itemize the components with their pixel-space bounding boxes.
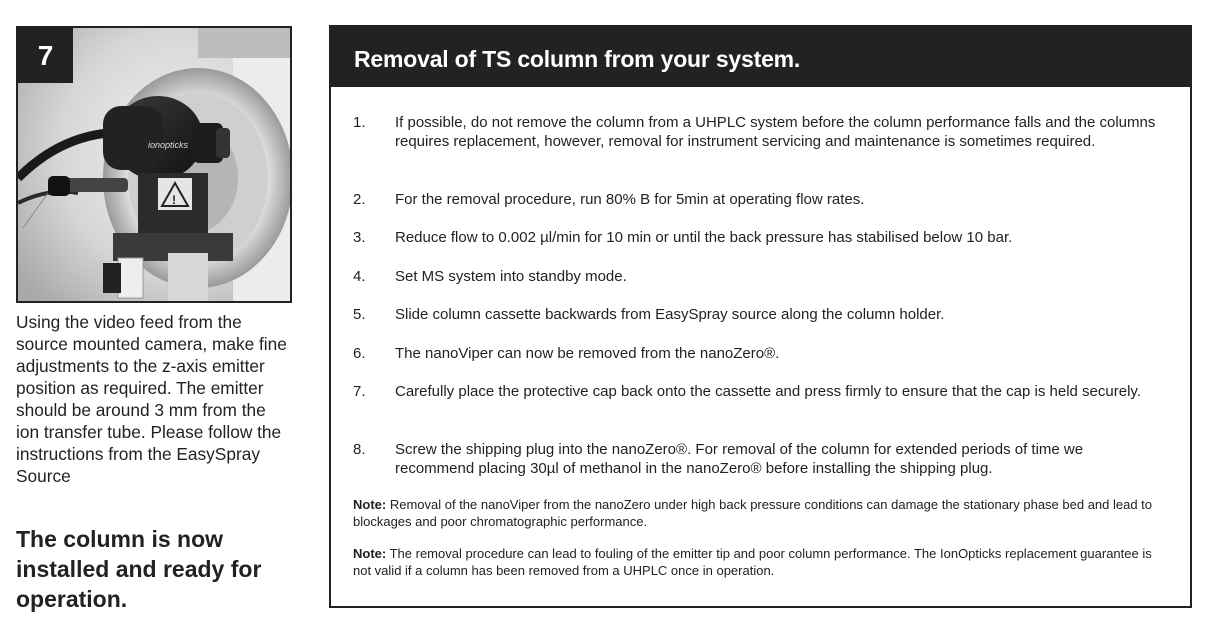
step-number: 3. — [353, 229, 366, 246]
instrument-photo — [16, 26, 292, 303]
step-number: 5. — [353, 306, 366, 323]
svg-text:!: ! — [172, 193, 176, 207]
step-number-badge: 7 — [18, 28, 73, 83]
step-text: If possible, do not remove the column from a UHPLC system before the column performance falls and the columns requires replacement, however, removal for instrument servicing and maintenance is sometimes required. — [395, 114, 1156, 150]
list-item — [353, 305, 1163, 324]
note-label: Note: — [353, 546, 387, 561]
step-text: For the removal procedure, run 80% B for 5min at operating flow rates. — [395, 191, 865, 208]
panel-title: Removal of TS column from your system. — [331, 27, 1190, 87]
photo-caption: Using the video feed from the source mounted camera, make fine adjustments to the z-axis emitter position as required. The emitter should be around 3 mm from the ion transfer tube. Please follow the instructions from the EasySpray Source — [16, 312, 287, 486]
list-item — [353, 228, 1163, 247]
step-text: Set MS system into standby mode. — [395, 268, 627, 285]
brand-label: ionopticks — [148, 140, 189, 150]
step-text: Reduce flow to 0.002 µl/min for 10 min or until the back pressure has stabilised below 10 bar. — [395, 229, 1013, 246]
note-high-pressure — [353, 496, 1173, 530]
step-number: 7. — [353, 383, 366, 400]
note-text: The removal procedure can lead to fouling of the emitter tip and poor column performance. The IonOpticks replacement guarantee is not valid if a column has been removed from a UHPLC once in operation. — [353, 546, 1152, 578]
list-item — [353, 113, 1163, 151]
step-number: 4. — [353, 268, 366, 285]
installed-message: The column is now installed and ready for operation. — [16, 526, 262, 612]
step-number: 1. — [353, 114, 366, 131]
step-text: Slide column cassette backwards from EasySpray source along the column holder. — [395, 306, 945, 323]
step-text: Screw the shipping plug into the nanoZero®. For removal of the column for extended periods of time we recommend placing 30µl of methanol in the nanoZero® before installing the shipping plug. — [395, 441, 1084, 477]
step-number: 8. — [353, 441, 366, 458]
list-item — [353, 190, 1163, 209]
step-number: 2. — [353, 191, 366, 208]
step-number: 6. — [353, 345, 366, 362]
list-item — [353, 267, 1163, 286]
removal-panel — [329, 25, 1192, 608]
note-label: Note: — [353, 497, 387, 512]
note-text: Removal of the nanoViper from the nanoZero under high back pressure conditions can damage the stationary phase bed and lead to blockages and poor chromatographic performance. — [353, 497, 1153, 529]
step-text: Carefully place the protective cap back onto the cassette and press firmly to ensure that the cap is held securely. — [395, 383, 1141, 400]
step-text: The nanoViper can now be removed from the nanoZero®. — [395, 345, 780, 362]
list-item — [353, 382, 1163, 401]
note-fouling — [353, 545, 1173, 579]
list-item — [353, 440, 1163, 478]
list-item — [353, 344, 1163, 363]
